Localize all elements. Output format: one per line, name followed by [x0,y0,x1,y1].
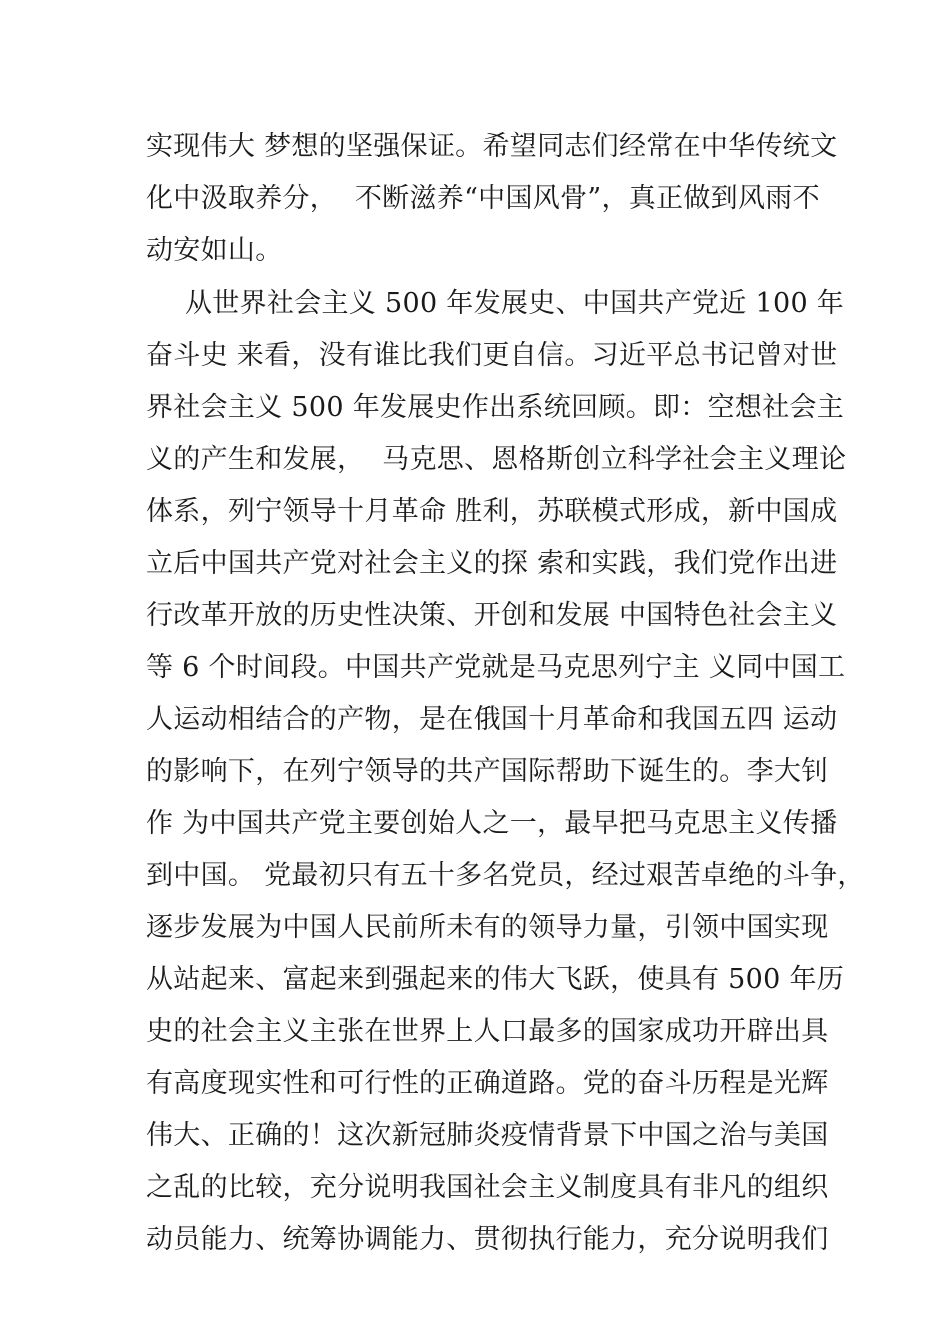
text-line: 从世界社会主义 500 年发展史、中国共产党近 100 年 [185,288,845,319]
text-line: 史的社会主义主张在世界上人口最多的国家成功开辟出具 [146,1016,829,1047]
text-line: 有高度现实性和可行性的正确道路。党的奋斗历程是光辉 [146,1068,829,1099]
text-line: 实现伟大 梦想的坚强保证。希望同志们经常在中华传统文 [146,131,838,162]
text-line: 之乱的比较，充分说明我国社会主义制度具有非凡的组织 [146,1172,829,1203]
text-line: 到中国。 党最初只有五十多名党员，经过艰苦卓绝的斗争， [146,860,865,891]
text-line: 动安如山。 [146,235,283,266]
text-line: 界社会主义 500 年发展史作出系统回顾。即：空想社会主 [146,392,845,423]
text-line: 人运动相结合的产物，是在俄国十月革命和我国五四 运动 [146,704,838,735]
text-line: 义的产生和发展， 马克思、恩格斯创立科学社会主义理论 [146,444,847,475]
text-line: 逐步发展为中国人民前所未有的领导力量，引领中国实现 [146,912,829,943]
text-line: 从站起来、富起来到强起来的伟大飞跃，使具有 500 年历 [146,964,845,995]
text-line: 化中汲取养分， 不断滋养“中国风骨”，真正做到风雨不 [146,183,820,214]
text-line: 作 为中国共产党主要创始人之一，最早把马克思主义传播 [146,808,838,839]
text-line: 行改革开放的历史性决策、开创和发展 中国特色社会主义 [146,600,838,631]
text-line: 奋斗史 来看，没有谁比我们更自信。习近平总书记曾对世 [146,340,838,371]
text-line: 立后中国共产党对社会主义的探 索和实践，我们党作出进 [146,548,838,579]
text-line: 体系，列宁领导十月革命 胜利，苏联模式形成，新中国成 [146,496,838,527]
text-line: 动员能力、统筹协调能力、贯彻执行能力，充分说明我们 [146,1224,829,1255]
text-line: 的影响下，在列宁领导的共产国际帮助下诞生的。李大钊 [146,756,829,787]
text-line: 伟大、正确的！这次新冠肺炎疫情背景下中国之治与美国 [146,1120,829,1151]
text-line: 等 6 个时间段。中国共产党就是马克思列宁主 义同中国工 [146,652,846,683]
